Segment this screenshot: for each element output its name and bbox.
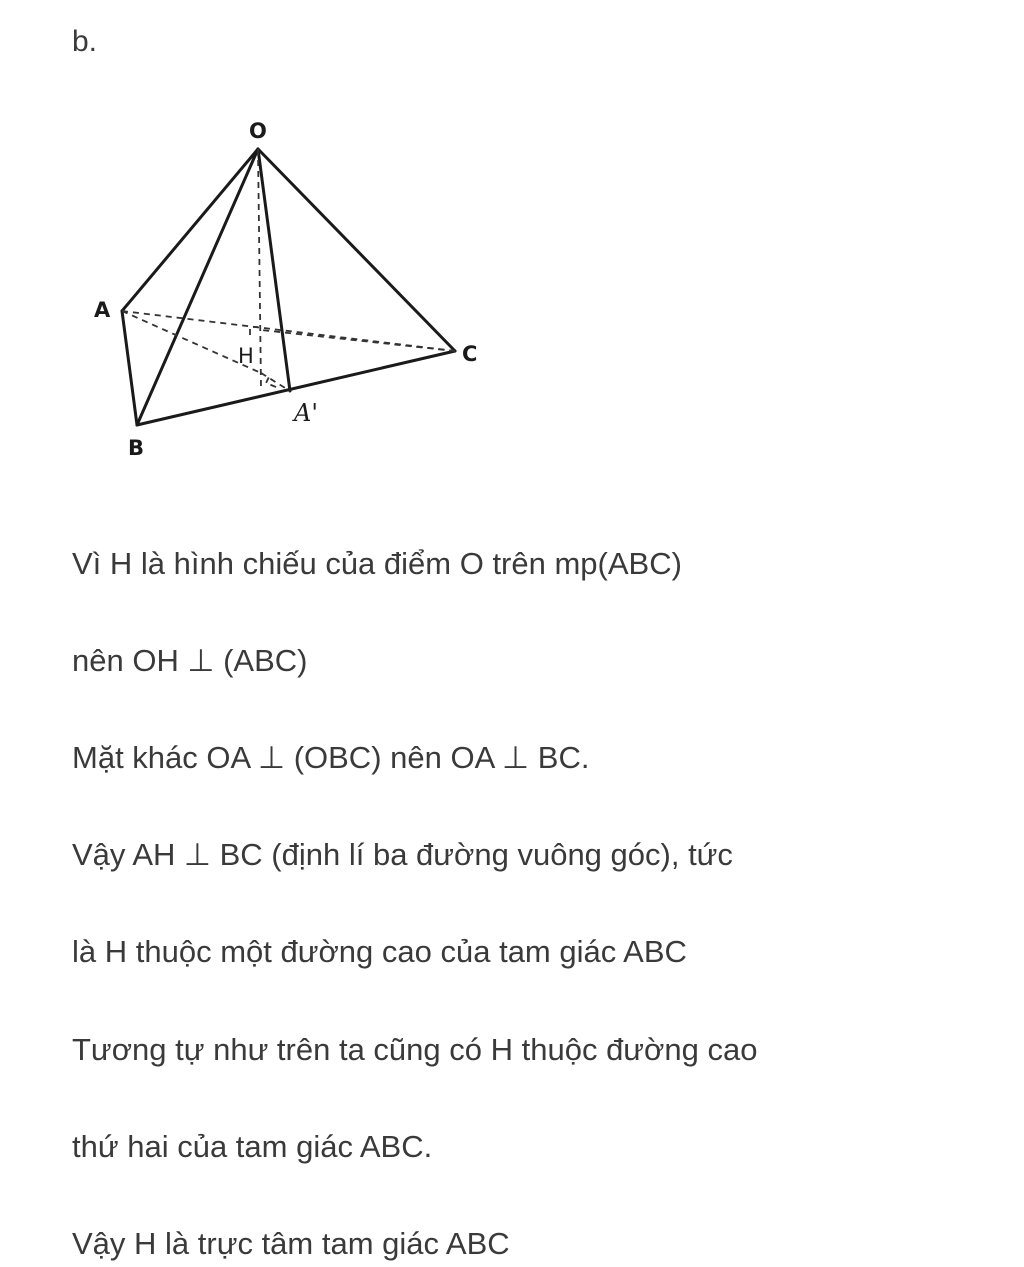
point-label-B: B [128, 436, 145, 460]
text-line-3: Mặt khác OA ⊥ (OBC) nên OA ⊥ BC. [72, 740, 590, 775]
point-label-O: O [249, 119, 267, 143]
point-label-H: H [238, 344, 254, 368]
text-line-5: là H thuộc một đường cao của tam giác ABC [72, 934, 687, 969]
edge-OB [137, 149, 258, 425]
text-line-7: thứ hai của tam giác ABC. [72, 1129, 433, 1164]
text-line-1: Vì H là hình chiếu của điểm O trên mp(ABC) [72, 546, 682, 581]
text-line-4: Vậy AH ⊥ BC (định lí ba đường vuông góc), tức [72, 837, 733, 872]
point-label-A-prime: A' [294, 399, 318, 427]
pyramid-figure [80, 105, 520, 485]
text-line-8: Vậy H là trực tâm tam giác ABC [72, 1226, 510, 1261]
edge-OA [122, 149, 258, 311]
hidden-OH [258, 149, 261, 388]
point-label-C: C [462, 342, 478, 366]
edge-AB [122, 311, 137, 425]
edge-OC [258, 149, 455, 351]
hidden-CH [261, 330, 455, 351]
text-line-2: nên OH ⊥ (ABC) [72, 643, 308, 678]
section-label: b. [72, 25, 98, 58]
right-angle-mark-H [250, 327, 258, 335]
point-label-A: A [94, 298, 111, 322]
edge-OA-prime [258, 149, 290, 391]
hidden-HA-prime [261, 373, 290, 391]
text-line-6: Tương tự như trên ta cũng có H thuộc đường cao [72, 1032, 758, 1067]
